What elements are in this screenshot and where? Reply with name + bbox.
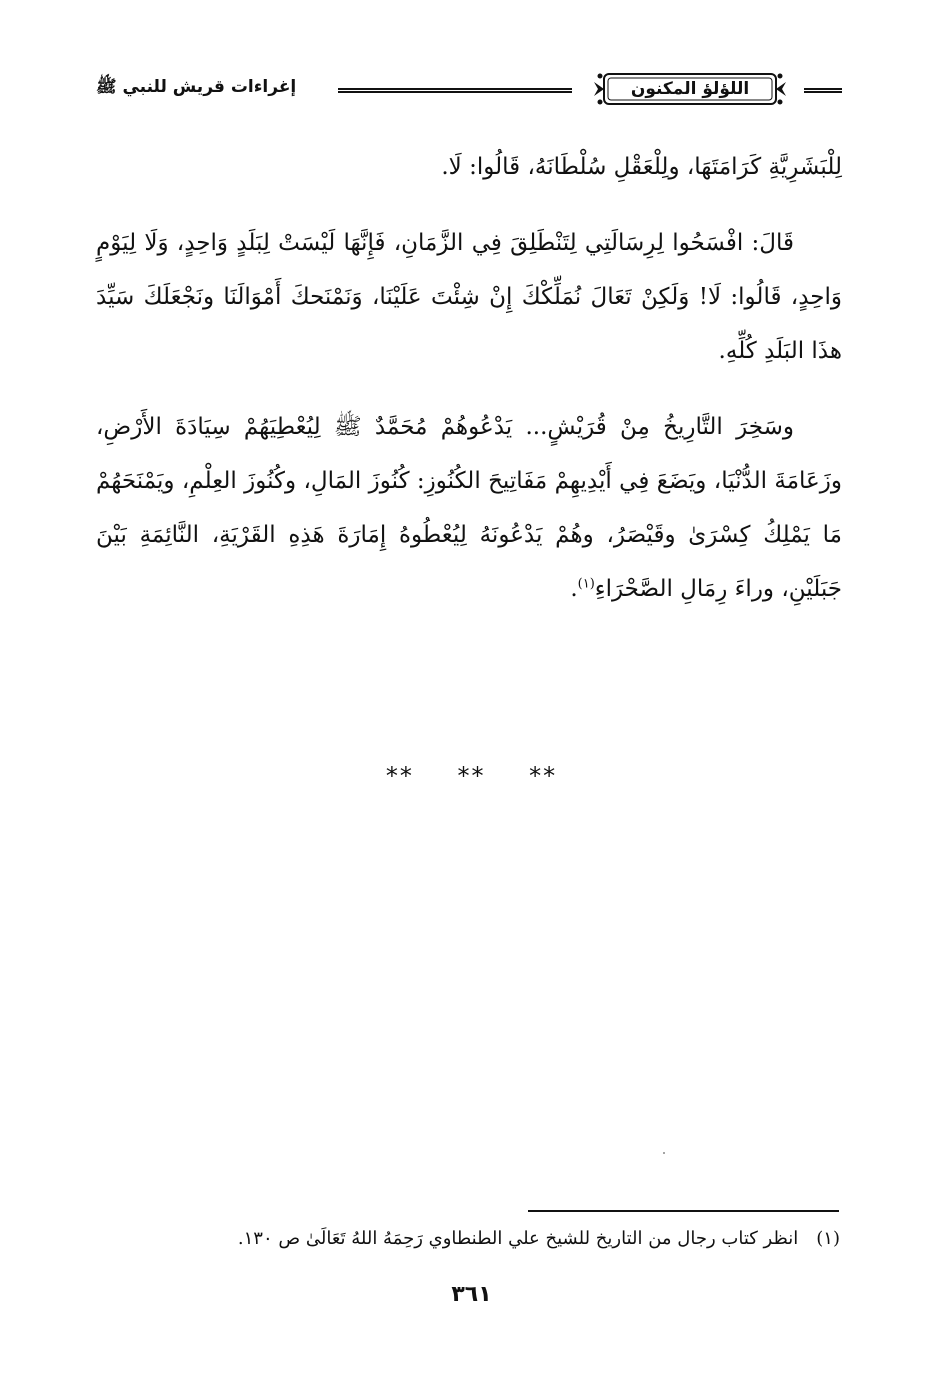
chapter-title: إغراءات قريش للنبي ﷺ — [96, 77, 297, 97]
book-title: اللؤلؤ المكنون — [630, 79, 750, 99]
page-number: ٣٦١ — [451, 1282, 492, 1307]
main-text — [96, 140, 842, 638]
footnote-marker: (١) — [816, 1228, 840, 1249]
paragraph-3-text: وسَخِرَ التَّارِيخُ مِنْ قُرَيْشٍ... يَدْعُوهُمْ مُحَمَّدٌ ﷺ لِيُعْطِيَهُمْ سِيَادَةَ الأَرْضِ، وزَعَامَةَ الدُّنْيَا، ويَضَعَ فِي أَيْدِيهِمْ مَفَاتِيحَ الكُنُوزِ: كُنُوزَ المَالِ، وكُنُوزَ العِلْمِ، ويَمْنَحَهُمْ مَا يَمْلِكُ كِسْرَىٰ وقَيْصَرُ، وهُمْ يَدْعُونَهُ لِيُعْطُوهُ إِمَارَةَ هَذِهِ القَرْيَةِ، النَّائِمَةِ بَيْنَ جَبَلَيْنِ، وراءَ رِمَالِ الصَّحْرَاءِ — [96, 414, 842, 602]
footnote-reference: (١) — [577, 576, 595, 592]
footnote-text: انظر كتاب رجال من التاريخ للشيخ علي الطنطاوي رَحِمَهُ اللهُ تَعَالَىٰ ص ١٣٠. — [237, 1228, 799, 1249]
header-rule-right — [804, 88, 842, 93]
footnote-rule — [528, 1210, 839, 1212]
print-speck — [663, 1152, 665, 1154]
paragraph-3-end: . — [570, 576, 578, 602]
header-rule-middle — [338, 88, 572, 93]
paragraph-2: قَالَ: افْسَحُوا لِرِسَالَتِي لِتَنْطَلِقَ فِي الزَّمَانِ، فَإِنَّهَا لَيْسَتْ لِبَلَدٍ وَاحِدٍ، وَلَا لِيَوْمٍ وَاحِدٍ، قَالُوا: لَا! وَلَكِنْ تَعَالَ نُمَلِّكْكَ إِنْ شِئْتَ عَلَيْنَا، وَنَمْنَحكَ أَمْوَالَنَا ونَجْعَلَكَ سَيِّدَ هذَا البَلَدِ كُلِّهِ. — [96, 230, 842, 364]
footnote — [96, 1228, 840, 1249]
book-title-ornament — [590, 70, 790, 108]
paragraph-1: لِلْبَشَرِيَّةِ كَرَامَتَهَا، ولِلْعَقْلِ سُلْطَانَهُ، قَالُوا: لَا. — [441, 154, 842, 180]
running-header — [96, 62, 842, 122]
section-separator: ** ** ** — [385, 762, 558, 790]
paragraph-3 — [96, 400, 842, 616]
